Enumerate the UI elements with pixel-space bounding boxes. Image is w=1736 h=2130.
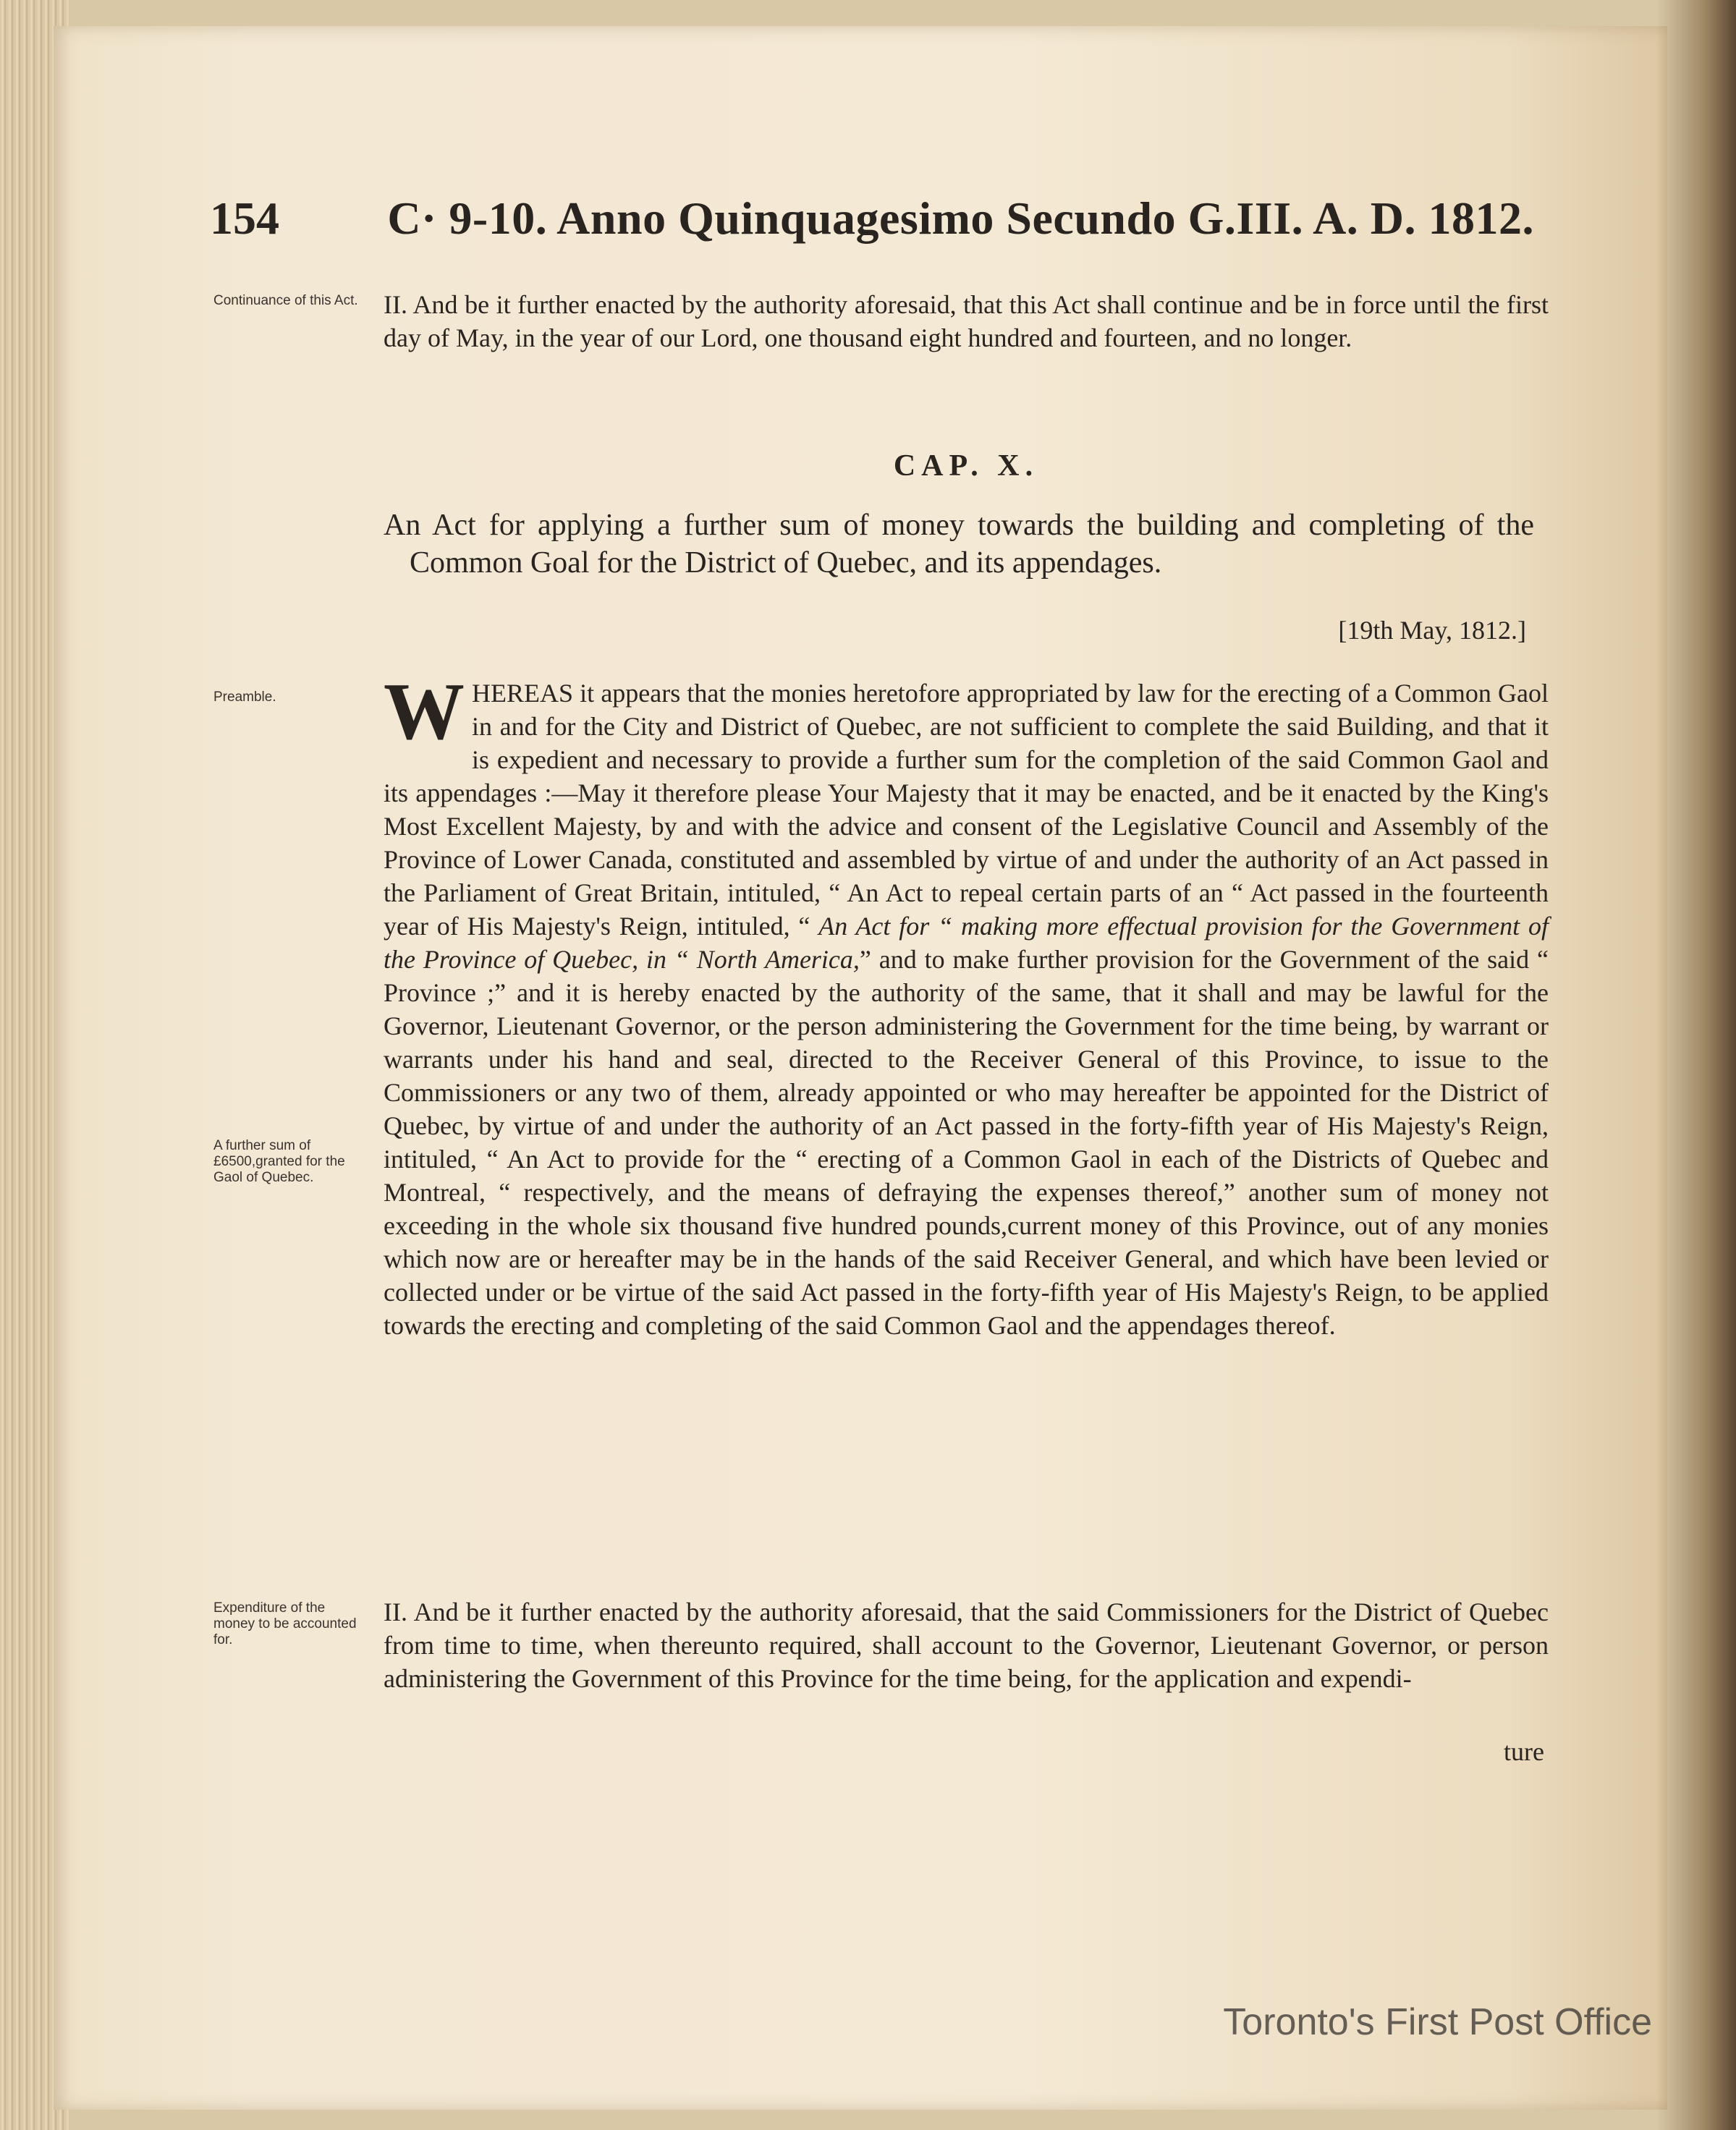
chapter-heading: CAP. X. bbox=[893, 449, 1039, 483]
running-head: C· 9-10. Anno Quinquagesimo Secundo G.III. A. D. 1812. bbox=[387, 192, 1534, 244]
margin-note-expenditure: Expenditure of the money to be accounted for. bbox=[213, 1600, 357, 1647]
margin-note-further-sum: A further sum of £6500,granted for the Gaol of Quebec. bbox=[213, 1138, 345, 1185]
preamble-text-start: HEREAS it appears that the monies heretofore appropriated by law for the erecting of a Common Gaol in and for the City and District of Quebec, are not sufficient to complete the said Building, and that it is expedient and necessary to provide a further sum for the completion of the said Common Gaol and its appendages :—May it therefore please Your Majesty that it may be enacted, and be it enacted by the King's Most Excellent Majesty, by and with the advice and consent of the Legislative Council and Assembly of the Province of Lower Canada, constituted and assembled by virtue of and under the authority of an Act passed in the Parliament of Great Britain, intituled, “ An Act to repeal certain parts of an “ Act passed in the fourteenth year of His Majesty's Reign, intituled, “ bbox=[384, 679, 1549, 941]
preamble-paragraph bbox=[384, 667, 1549, 1342]
preamble-text-end: ” and to make further provision for the Government of the said “ Province ;” and it is hereby enacted by the authority of the same, that it shall and may be lawful for the Governor, Lieutenant Governor, or the person administering the Government for the time being, by warrant or warrants under his hand and seal, directed to the Receiver General of this Province, to issue to the Commissioners or any two of them, already appointed or who may hereafter be appointed for the District of Quebec, by virtue of and under the authority of an Act passed in the forty-fifth year of His Majesty's Reign, intituled, “ An Act to provide for the “ erecting of a Common Gaol in each of the Districts of Quebec and Montreal, “ respectively, and the means of defraying the expenses thereof,” another sum of money not exceeding in the whole six thousand five hundred pounds,current money of this Province, out of any monies which now are or hereafter may be in the hands of the said Receiver General, and which have been levied or collected under or be virtue of the said Act passed in the forty-fifth year of His Majesty's Reign, to be applied towards the erecting and completing of the said Common Gaol and the appendages thereof. bbox=[384, 945, 1549, 1340]
drop-cap: W bbox=[384, 667, 465, 757]
page-gutter-shadow bbox=[1656, 0, 1736, 2130]
act-date: [19th May, 1812.] bbox=[1338, 616, 1526, 645]
page-number: 154 bbox=[210, 192, 279, 244]
section-continuance: II. And be it further enacted by the authority aforesaid, that this Act shall continue and be in force until the first day of May, in the year of our Lord, one thousand eight hundred and fourteen, and no longer. bbox=[384, 290, 1549, 352]
watermark: Toronto's First Post Office bbox=[1223, 2001, 1652, 2043]
catchword: ture bbox=[1504, 1737, 1544, 1766]
section-expenditure: II. And be it further enacted by the authority aforesaid, that the said Commissioners for the District of Quebec from time to time, when thereunto required, shall account to the Governor, Lieutenant Governor, or person administering the Government of this Province for the time being, for the application and expendi- bbox=[384, 1598, 1549, 1693]
page-header bbox=[210, 192, 1534, 250]
preamble-italic-title: An Act for “ making more effectual provision for the Government of the Province of Quebec, in “ North America, bbox=[384, 912, 1549, 974]
act-title: An Act for applying a further sum of money towards the building and completing of the Common Goal for the District of Quebec, and its appendages. bbox=[384, 509, 1534, 580]
margin-note-preamble: Preamble. bbox=[213, 690, 276, 705]
margin-note-continuance: Continuance of this Act. bbox=[213, 293, 358, 308]
